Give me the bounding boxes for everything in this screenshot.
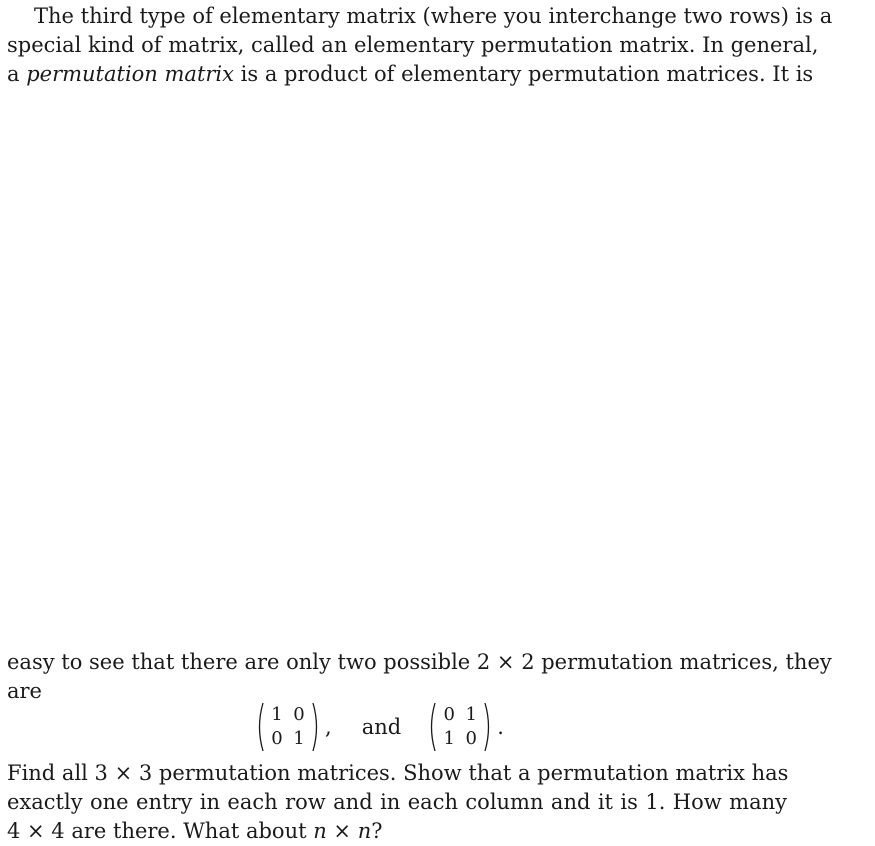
swap-matrix bbox=[427, 701, 493, 753]
identity-matrix bbox=[255, 701, 321, 753]
text-line: are bbox=[7, 679, 42, 703]
text-line: Find all 3 × 3 permutation matrices. Show that a permutation matrix has bbox=[7, 761, 789, 785]
text-fragment: × bbox=[326, 819, 358, 843]
text-line bbox=[7, 60, 814, 89]
matrix-entry: 1 bbox=[443, 728, 455, 749]
text-fragment: a bbox=[7, 62, 27, 86]
display-equation bbox=[255, 697, 504, 757]
math-variable: n bbox=[357, 819, 372, 843]
text-fragment: 4 × 4 are there. What about bbox=[7, 819, 314, 843]
text-line: The third type of elementary matrix (where you interchange two rows) is a bbox=[34, 4, 833, 28]
and-word: and bbox=[361, 715, 402, 739]
text-line: easy to see that there are only two possible 2 × 2 permutation matrices, they bbox=[7, 650, 832, 674]
matrix-grid bbox=[266, 703, 310, 751]
matrix-entry: 0 bbox=[293, 704, 305, 725]
left-paren-icon bbox=[255, 701, 265, 753]
math-variable: n bbox=[313, 819, 327, 843]
matrix-entry: 0 bbox=[443, 704, 455, 725]
matrix-entry: 0 bbox=[465, 728, 477, 749]
period: . bbox=[497, 715, 504, 739]
text-line bbox=[7, 817, 787, 846]
text-line: exactly one entry in each row and in each column and it is 1. How many bbox=[7, 790, 787, 814]
matrix-entry: 1 bbox=[465, 704, 477, 725]
left-paren-icon bbox=[427, 701, 437, 753]
matrix-entry: 1 bbox=[293, 728, 305, 749]
comma: , bbox=[325, 715, 332, 739]
right-paren-icon bbox=[483, 701, 493, 753]
matrix-entry: 1 bbox=[271, 704, 283, 725]
right-paren-icon bbox=[311, 701, 321, 753]
text-fragment: is a product of elementary permutation matrices. It is bbox=[233, 62, 814, 86]
matrix-entry: 0 bbox=[271, 728, 283, 749]
text-line: special kind of matrix, called an elementary permutation matrix. In general, bbox=[7, 33, 819, 57]
text-fragment: ? bbox=[371, 819, 383, 843]
matrix-grid bbox=[438, 703, 482, 751]
term-permutation-matrix: permutation matrix bbox=[26, 62, 234, 86]
